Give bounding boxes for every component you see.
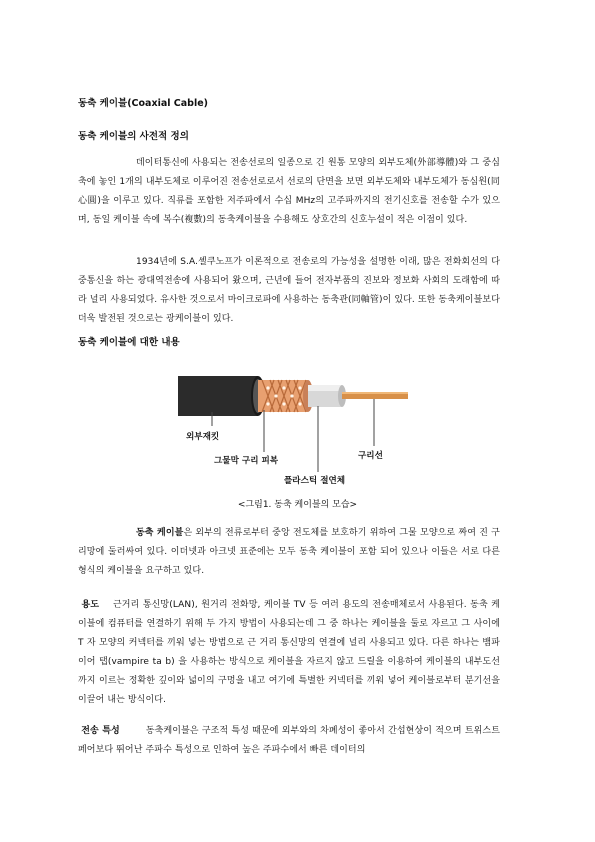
label-copper-mesh: 그물막 구리 피복 bbox=[214, 456, 279, 466]
transmission-text: 동축케이블은 구조적 특성 때문에 외부와의 차폐성이 좋아서 간섭현상이 적으며 트위스트 페어보다 뛰어난 주파수 특성으로 인하여 높은 주파수에서 빠른 데이터의 bbox=[78, 726, 500, 755]
usage-lead: 용도 bbox=[81, 600, 100, 610]
definition-heading: 동축 케이블의 사전적 정의 bbox=[78, 131, 189, 142]
coaxial-cable-illustration bbox=[178, 360, 418, 490]
transmission-lead: 전송 특성 bbox=[81, 726, 120, 736]
label-plastic-insulator: 플라스틱 절연체 bbox=[284, 476, 346, 486]
content-p1-lead: 동축 케이블 bbox=[136, 528, 184, 538]
content-paragraph-1 bbox=[78, 524, 500, 581]
definition-paragraph-2 bbox=[78, 253, 500, 329]
label-copper-wire: 구리선 bbox=[358, 451, 383, 461]
coaxial-cable-figure bbox=[178, 360, 418, 490]
content-p1-text: 은 외부의 전류로부터 중앙 전도체를 보호하기 위하여 그물 모양으로 짜여 진 구리망에 둘러싸여 있다. 이더넷과 아크넷 표준에는 모두 동축 케이블이 포함 되어 있으나 이들은 서로 다른 형식의 케이블을 요구하고 있다. bbox=[78, 528, 500, 576]
transmission-paragraph bbox=[78, 722, 500, 760]
usage-paragraph bbox=[78, 596, 500, 710]
definition-p2-text: 1934년에 S.A.셸쿠노프가 이론적으로 전송로의 가능성을 설명한 이래, 많은 전화회선의 다중통신을 하는 광대역전송에 사용되어 왔으며, 근년에 들어 전자부품의 진보와 정보화 사회의 도래함에 따라 널리 사용되었다. 유사한 것으로서 마이크로파에 사용하는 동축관(同軸管)이 있다. 또한 동축케이블보다 더욱 발전된 것으로는 광케이블이 있다. bbox=[78, 257, 500, 324]
usage-text: 근거리 통신망(LAN), 원거리 전화망, 케이블 TV 등 여러 용도의 전송매체로서 사용된다. 동축 케이블에 컴퓨터를 연결하기 위해 두 가지 방법이 사용되는데 그 중 하나는 케이블을 둘로 자르고 그 사이에 T 자 모양의 커넥터를 끼워 넣는 방법으로 근 거리 통신망의 연결에 널리 사용되고 있다. 다른 하나는 뱀파이어 탭(vampire ta b) 을 사용하는 방식으로 케이블을 자르지 않고 드릴을 이용하여 케이블의 내부도선까지 이르는 정확한 깊이와 넓이의 구멍을 내고 여기에 특별한 커넥터를 끼워 넣어 케이블로부터 분기선을 이끌어 내는 방식이다. bbox=[78, 600, 500, 705]
definition-p1-text: 데이터통신에 사용되는 전송선로의 일종으로 긴 원통 모양의 외부도체(外部導體)와 그 중심축에 놓인 1개의 내부도체로 이루어진 전송선로로서 선로의 단면을 보면 외부도체와 내부도체가 동심원(同心圓)을 이루고 있다. 직류를 포함한 저주파에서 수십 MHz의 고주파까지의 전기신호를 전송할 수가 있으며, 동일 케이블 속에 복수(複數)의 동축케이블을 수용해도 상호간의 신호누설이 적은 이점이 있다. bbox=[78, 158, 500, 225]
figure-caption: <그림1. 동축 케이블의 모습> bbox=[237, 500, 358, 510]
content-heading: 동축 케이블에 대한 내용 bbox=[78, 337, 180, 348]
definition-paragraph-1 bbox=[78, 154, 500, 230]
document-title: 동축 케이블(Coaxial Cable) bbox=[78, 98, 209, 109]
label-outer-jacket: 외부재킷 bbox=[186, 432, 220, 442]
